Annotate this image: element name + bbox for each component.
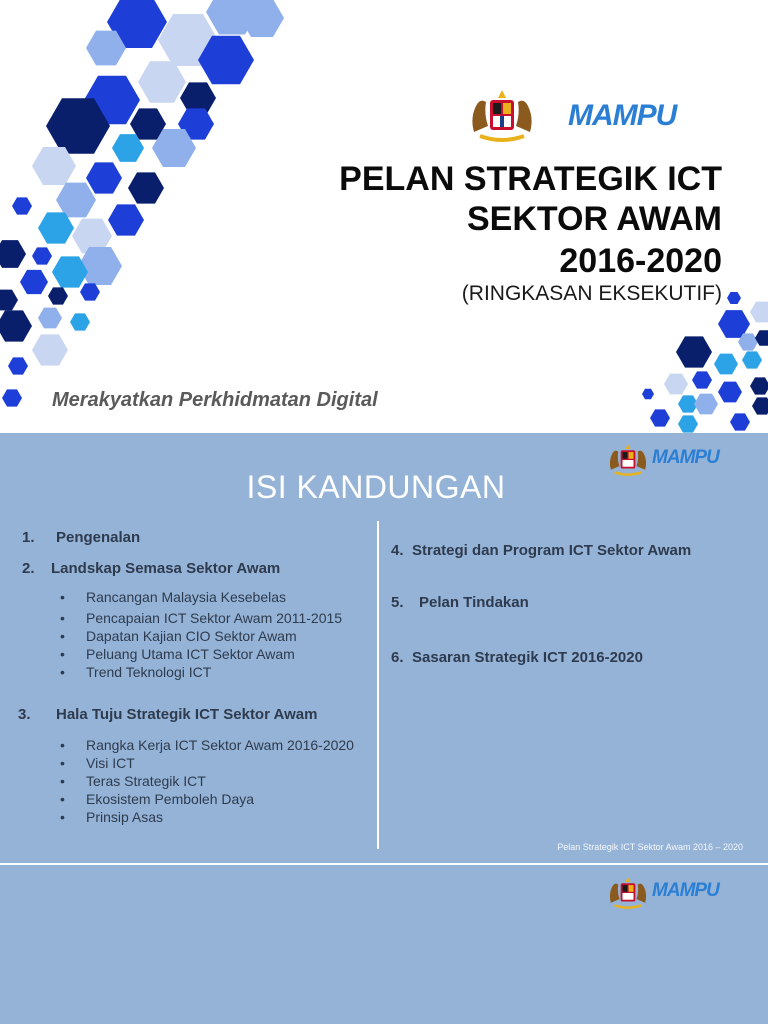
toc-subitem: • Dapatan Kajian CIO Sektor Awam	[60, 628, 297, 644]
toc-subitem: • Pencapaian ICT Sektor Awam 2011-2015	[60, 610, 343, 626]
toc-footer-note: Pelan Strategik ICT Sektor Awam 2016 – 2020	[557, 842, 743, 852]
toc-subitem: • Peluang Utama ICT Sektor Awam	[60, 646, 295, 662]
toc-subitem: • Prinsip Asas	[60, 809, 164, 825]
cover-subtitle: (RINGKASAN EKSEKUTIF)	[461, 282, 722, 305]
column-divider	[377, 521, 379, 849]
toc-item-5: 5. Pelan Tindakan	[391, 594, 529, 611]
toc-subitem: • Rancangan Malaysia Kesebelas	[60, 589, 287, 605]
table-of-contents-slide	[0, 433, 768, 863]
toc-subitem: • Teras Strategik ICT	[60, 773, 206, 789]
toc-item-1: 1. Pengenalan	[22, 529, 141, 546]
toc-item-3: 3. Hala Tuju Strategik ICT Sektor Awam	[18, 706, 318, 723]
mampu-logo: MAMPU	[568, 99, 677, 132]
cover-title-line-2: SEKTOR AWAM	[466, 200, 722, 238]
toc-item-2: 2. Landskap Semasa Sektor Awam	[22, 560, 281, 577]
next-slide-partial	[0, 865, 768, 1024]
toc-title: ISI KANDUNGAN	[246, 469, 506, 505]
malaysia-crest-icon	[606, 875, 650, 911]
cover-slide	[0, 0, 768, 433]
cover-tagline: Merakyatkan Perkhidmatan Digital	[52, 389, 378, 411]
toc-subitem: • Visi ICT	[60, 755, 135, 771]
mampu-logo: MAMPU	[652, 880, 719, 901]
mampu-logo: MAMPU	[652, 447, 719, 468]
toc-item-4: 4. Strategi dan Program ICT Sektor Awam	[391, 542, 692, 559]
toc-subitem: • Trend Teknologi ICT	[60, 664, 212, 680]
toc-item-6: 6. Sasaran Strategik ICT 2016-2020	[391, 649, 643, 666]
malaysia-crest-icon	[466, 88, 538, 144]
toc-subitem: • Rangka Kerja ICT Sektor Awam 2016-2020	[60, 737, 354, 753]
cover-title-line-1: PELAN STRATEGIK ICT	[339, 160, 722, 198]
toc-subitem: • Ekosistem Pemboleh Daya	[60, 791, 255, 807]
cover-title-line-3: 2016-2020	[559, 242, 722, 280]
